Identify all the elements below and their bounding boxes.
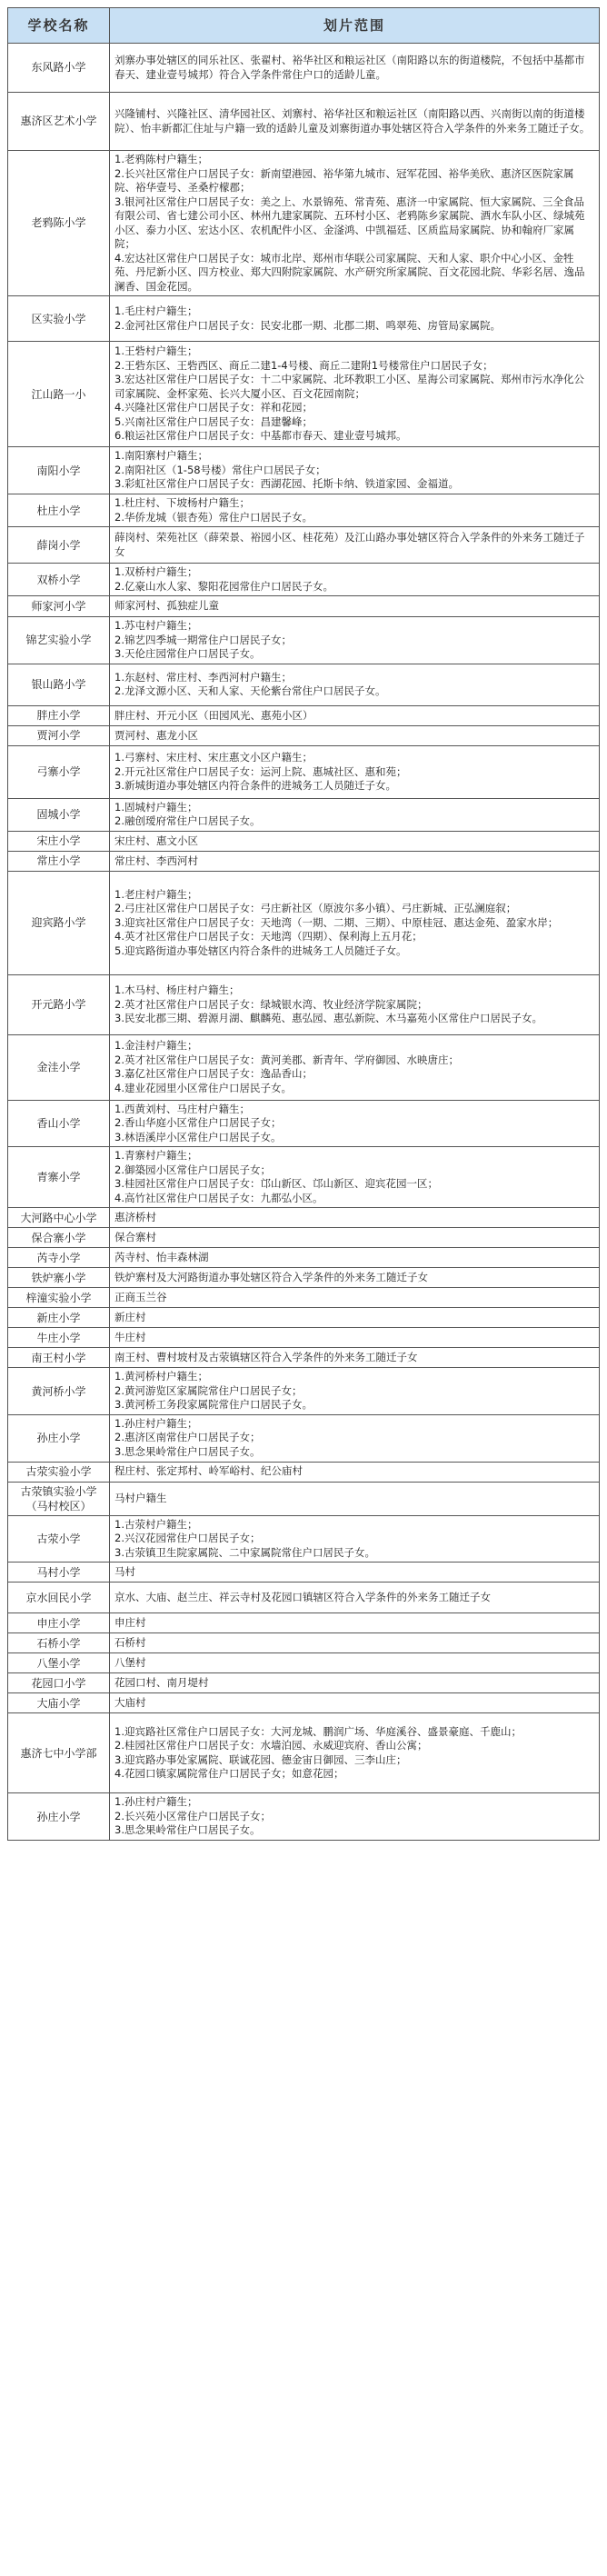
range-line: 4.英才社区常住户口居民子女：天地湾（四期）、保利海上五月花； [114, 930, 423, 944]
header-range: 划片范围 [110, 8, 600, 44]
range-line: 正商玉兰谷 [114, 1291, 167, 1304]
range-line: 程庄村、张定邦村、岭军峪村、纪公庙村 [114, 1464, 303, 1478]
range-line: 3.民安北郡三期、碧源月湖、麒麟苑、惠弘园、惠弘新院、木马嘉苑小区常住户口居民子女。 [114, 1012, 542, 1025]
range-line: 2.兴汉花园常住户口居民子女； [114, 1532, 261, 1545]
table-row [8, 1248, 600, 1268]
district-range-cell [110, 596, 600, 617]
range-line: 2.亿豪山水人家、黎阳花园常住户口居民子女。 [114, 579, 333, 593]
district-range-cell [110, 342, 600, 447]
range-line: 2.桂园社区常住户口居民子女：水墙泊园、永威迎宾府、香山公寓； [114, 1739, 428, 1752]
range-line: 花园口村、南月堤村 [114, 1676, 209, 1690]
range-line: 4.宏达社区常住户口居民子女：城市北岸、郑州市华联公司家属院、天和人家、职介中心小区、金牲苑、丹尼新小区、四方校业、郑大四附院家属院、水产研究所家属院、百文花园北院、华彩名居、逸品澜香、国金花园。 [114, 251, 585, 293]
district-range-cell [110, 798, 600, 831]
school-name-cell: 江山路一小 [8, 342, 110, 447]
range-line: 1.黄河桥村户籍生； [114, 1370, 208, 1383]
table-row [8, 564, 600, 596]
range-line: 常庄村、李西河村 [114, 854, 198, 867]
range-line: 3.彩虹社区常住户口居民子女：西湖花园、托斯卡纳、铁道家园、金福道。 [114, 477, 459, 491]
range-line: 2.惠济区南常住户口居民子女； [114, 1431, 261, 1444]
table-row [8, 1308, 600, 1328]
range-line: 马村户籍生 [114, 1491, 167, 1504]
range-line: 2.金河社区常住户口居民子女：民安北郡一期、北郡二期、鸣翠苑、房管局家属院。 [114, 318, 501, 332]
range-line: 1.西黄刘村、马庄村户籍生； [114, 1102, 250, 1115]
range-line: 1.金洼村户籍生； [114, 1039, 198, 1053]
district-range-cell [110, 1034, 600, 1100]
range-line: 京水、大庙、赵兰庄、祥云寺村及花园口镇辖区符合入学条件的外来务工随迁子女 [114, 1591, 491, 1604]
district-range-cell [110, 617, 600, 664]
table-row [8, 44, 600, 93]
district-range-cell [110, 1228, 600, 1248]
district-range-cell [110, 1793, 600, 1841]
school-name-cell: 青寨小学 [8, 1147, 110, 1208]
district-range-cell [110, 1653, 600, 1673]
school-name-cell: 惠济区艺术小学 [8, 93, 110, 151]
school-name-cell: 牛庄小学 [8, 1328, 110, 1348]
range-line: 2.华侨龙城（银杏苑）常住户口居民子女。 [114, 510, 313, 524]
school-name-cell: 迎宾路小学 [8, 871, 110, 974]
range-line: 3.思念果岭常住户口居民子女。 [114, 1823, 261, 1837]
table-row [8, 1368, 600, 1415]
table-row [8, 1462, 600, 1482]
table-row [8, 831, 600, 851]
district-range-cell [110, 1208, 600, 1228]
school-name-cell: 大河路中心小学 [8, 1208, 110, 1228]
school-name-cell: 银山路小学 [8, 664, 110, 705]
range-line: 1.杜庄村、下坡杨村户籍生； [114, 496, 250, 510]
district-range-cell [110, 1414, 600, 1462]
range-line: 2.王砦东区、王砦西区、商丘二建1-4号楼、商丘二建附1号楼常住户口居民子女； [114, 358, 493, 372]
range-line: 1.南阳寨村户籍生； [114, 449, 208, 463]
range-line: 1.东赵村、常庄村、李西河村户籍生； [114, 670, 292, 684]
table-row [8, 664, 600, 705]
school-name-cell: 大庙小学 [8, 1693, 110, 1713]
district-range-cell [110, 1328, 600, 1348]
range-line: 石桥村 [114, 1636, 146, 1650]
district-range-cell [110, 1147, 600, 1208]
district-range-cell [110, 1348, 600, 1368]
district-range-cell [110, 447, 600, 494]
range-line: 宋庄村、惠文小区 [114, 834, 198, 847]
range-line: 刘寨办事处辖区的同乐社区、张翟村、裕华社区和粮运社区（南阳路以东的街道楼院，不包括中基都市春天、建业壹号城邦）符合入学条件常住户口的适龄儿童。 [114, 53, 585, 81]
range-line: 保合寨村 [114, 1231, 156, 1244]
range-line: 1.老庄村户籍生； [114, 887, 198, 901]
table-row [8, 1348, 600, 1368]
school-name-cell: 贾河小学 [8, 725, 110, 745]
range-line: 师家河村、孤独症儿童 [114, 599, 219, 613]
table-row [8, 151, 600, 296]
range-line: 4.高竹社区常住户口居民子女：九都弘小区。 [114, 1191, 323, 1204]
range-line: 1.青寨村户籍生； [114, 1149, 198, 1163]
table-row [8, 851, 600, 871]
range-line: 1.孙庄村户籍生； [114, 1795, 198, 1809]
district-range-cell [110, 1100, 600, 1147]
school-name-cell: 古荥小学 [8, 1515, 110, 1563]
range-line: 1.双桥村户籍生； [114, 565, 198, 579]
school-name-cell: 锦艺实验小学 [8, 617, 110, 664]
district-range-cell [110, 1462, 600, 1482]
range-line: 2.开元社区常住户口居民子女：运河上院、惠城社区、惠和苑； [114, 764, 407, 778]
range-line: 4.花园口镇家属院常住户口居民子女；如意花园； [114, 1767, 344, 1781]
range-line: 惠济桥村 [114, 1211, 156, 1224]
range-line: 6.粮运社区常住户口居民子女：中基都市春天、建业壹号城邦。 [114, 429, 407, 443]
school-name-cell: 薛岗小学 [8, 527, 110, 564]
range-line: 胖庄村、开元小区（田园风光、惠苑小区） [114, 708, 313, 722]
district-range-cell [110, 705, 600, 725]
table-row [8, 447, 600, 494]
range-line: 八堡村 [114, 1656, 146, 1670]
school-name-cell: 芮寺小学 [8, 1248, 110, 1268]
district-range-cell [110, 494, 600, 527]
table-row [8, 1563, 600, 1583]
range-line: 薛岗村、荣苑社区（薛荣景、裕园小区、桂花苑）及江山路办事处辖区符合入学条件的外来务工随迁子女 [114, 531, 585, 558]
table-row [8, 1633, 600, 1653]
table-row [8, 494, 600, 527]
district-range-cell [110, 44, 600, 93]
range-line: 4.兴隆社区常住户口居民子女：祥和花园； [114, 401, 313, 414]
range-line: 新庄村 [114, 1311, 146, 1324]
table-row [8, 1583, 600, 1613]
school-name-cell: 东风路小学 [8, 44, 110, 93]
range-line: 3.天伦庄园常住户口居民子女。 [114, 647, 261, 661]
table-row [8, 705, 600, 725]
range-line: 1.迎宾路社区常住户口居民子女：大河龙城、鹏润广场、华庭溪谷、盛景豪庭、千鹿山； [114, 1724, 522, 1738]
range-line: 5.迎宾路街道办事处辖区内符合条件的进城务工人员随迁子女。 [114, 944, 407, 957]
table-row [8, 617, 600, 664]
table-body [8, 44, 600, 1841]
school-name-cell: 弓寨小学 [8, 745, 110, 798]
range-line: 1.王砦村户籍生； [114, 344, 198, 358]
range-line: 3.迎宾社区常住户口居民子女：天地湾（一期、二期、三期）、中原桂冠、惠达金苑、盈家水岸； [114, 915, 559, 929]
table-row [8, 296, 600, 342]
table-row [8, 527, 600, 564]
table-row [8, 1482, 600, 1515]
table-row [8, 1288, 600, 1308]
range-line: 芮寺村、怡丰森林湖 [114, 1251, 209, 1264]
school-name-cell: 孙庄小学 [8, 1793, 110, 1841]
table-row [8, 93, 600, 151]
range-line: 3.迎宾路办事处家属院、联诚花园、德金宙日御园、三李山庄； [114, 1752, 407, 1766]
district-range-cell [110, 1673, 600, 1693]
table-row [8, 1268, 600, 1288]
district-range-cell [110, 564, 600, 596]
school-name-cell: 铁炉寨小学 [8, 1268, 110, 1288]
range-line: 1.老鸦陈村户籍生； [114, 153, 208, 165]
table-row [8, 342, 600, 447]
range-line: 2.英才社区常住户口居民子女：绿城银水湾、牧业经济学院家属院； [114, 997, 428, 1011]
district-range-cell [110, 664, 600, 705]
range-line: 3.银河社区常住户口居民子女：美之上、水景锦苑、常青苑、惠济一中家属院、恒大家属院、三全食品有限公司、省七建公司小区、林州九建家属院、五环村小区、老鸦陈乡家属院、酒水车队小区、绿城苑小区、泰力小区、宏达小区、农机配件小区、金滏鸿、中凯福廷、区质监局家属院、协和翰府厂家属院； [114, 195, 585, 251]
range-line: 2.锦艺四季城一期常住户口居民子女； [114, 633, 292, 646]
district-range-cell [110, 1583, 600, 1613]
range-line: 申庄村 [114, 1616, 146, 1630]
district-range-cell [110, 1713, 600, 1793]
table-row [8, 1653, 600, 1673]
school-name-cell: 古荥镇实验小学（马村校区） [8, 1482, 110, 1515]
school-name-cell: 金洼小学 [8, 1034, 110, 1100]
district-range-cell [110, 831, 600, 851]
district-range-cell [110, 296, 600, 342]
range-line: 贾河村、惠龙小区 [114, 728, 198, 742]
table-row [8, 1034, 600, 1100]
table-row [8, 1100, 600, 1147]
table-row [8, 798, 600, 831]
school-name-cell: 梓潼实验小学 [8, 1288, 110, 1308]
school-name-cell: 宋庄小学 [8, 831, 110, 851]
school-name-cell: 古荥实验小学 [8, 1462, 110, 1482]
table-row [8, 1414, 600, 1462]
table-row [8, 1693, 600, 1713]
school-name-cell: 常庄小学 [8, 851, 110, 871]
school-name-cell: 黄河桥小学 [8, 1368, 110, 1415]
table-row [8, 1613, 600, 1633]
table-row [8, 1147, 600, 1208]
range-line: 3.林语溪岸小区常住户口居民子女。 [114, 1130, 282, 1143]
range-line: 3.思念果岭常住户口居民子女。 [114, 1444, 261, 1458]
district-range-cell [110, 974, 600, 1034]
district-range-cell [110, 851, 600, 871]
range-line: 2.融创瑷府常住户口居民子女。 [114, 814, 261, 828]
school-name-cell: 杜庄小学 [8, 494, 110, 527]
school-name-cell: 师家河小学 [8, 596, 110, 617]
range-line: 2.长兴社区常住户口居民子女：新南望港园、裕华第九城市、冠军花园、裕华美欣、惠济区医院家属院、裕华壹号、圣桑柠檬郡； [114, 166, 574, 195]
school-name-cell: 胖庄小学 [8, 705, 110, 725]
header-school-name: 学校名称 [8, 8, 110, 44]
range-line: 4.建业花园里小区常住户口居民子女。 [114, 1081, 292, 1094]
range-line: 1.古荥村户籍生； [114, 1517, 198, 1531]
range-line: 2.英才社区常住户口居民子女：黄河美郡、新青年、学府御园、水映唐庄； [114, 1053, 459, 1066]
school-name-cell: 申庄小学 [8, 1613, 110, 1633]
district-range-cell [110, 1693, 600, 1713]
district-range-cell [110, 1368, 600, 1415]
range-line: 1.木马村、杨庄村户籍生； [114, 983, 240, 997]
table-row [8, 596, 600, 617]
range-line: 3.黄河桥工务段家属院常住户口居民子女。 [114, 1398, 313, 1412]
district-range-cell [110, 1482, 600, 1515]
range-line: 2.南阳社区（1-58号楼）常住户口居民子女； [114, 463, 326, 476]
school-name-cell: 马村小学 [8, 1563, 110, 1583]
school-name-cell: 香山小学 [8, 1100, 110, 1147]
school-name-cell: 区实验小学 [8, 296, 110, 342]
range-line: 2.弓庄社区常住户口居民子女：弓庄新社区（原波尔多小镇）、弓庄新城、正弘澜庭叙； [114, 902, 517, 915]
table-row [8, 745, 600, 798]
range-line: 2.长兴苑小区常住户口居民子女； [114, 1809, 271, 1822]
district-range-cell [110, 1515, 600, 1563]
school-name-cell: 南阳小学 [8, 447, 110, 494]
district-range-cell [110, 1633, 600, 1653]
range-line: 牛庄村 [114, 1331, 146, 1344]
range-line: 3.宏达社区常住户口居民子女：十二中家属院、北环教职工小区、星海公司家属院、郑州市污水净化公司家属院、金杯家苑、长兴大厦小区、百文花园南院； [114, 373, 584, 400]
range-line: 南王村、曹村坡村及古荥镇辖区符合入学条件的外来务工随迁子女 [114, 1351, 418, 1364]
school-name-cell: 老鸦陈小学 [8, 151, 110, 296]
table-row [8, 1713, 600, 1793]
table-row [8, 1515, 600, 1563]
range-line: 3.新城街道办事处辖区内符合条件的进城务工人员随迁子女。 [114, 779, 396, 793]
range-line: 兴隆铺村、兴隆社区、清华园社区、刘寨村、裕华社区和粮运社区（南阳路以西、兴南街以南的街道楼院）、怡丰新都汇住址与户籍一致的适龄儿童及刘寨街道办事处辖区符合入学条件的外来务工随迁子女。 [114, 106, 591, 135]
school-name-cell: 孙庄小学 [8, 1414, 110, 1462]
table-row [8, 1208, 600, 1228]
school-name-cell: 八堡小学 [8, 1653, 110, 1673]
table-row [8, 725, 600, 745]
district-range-cell [110, 1308, 600, 1328]
range-line: 2.龙泽文源小区、天和人家、天伦紫台常住户口居民子女。 [114, 684, 386, 698]
table-row [8, 1793, 600, 1841]
range-line: 1.毛庄村户籍生； [114, 305, 198, 318]
district-range-cell [110, 1563, 600, 1583]
table-row [8, 1328, 600, 1348]
district-range-cell [110, 1613, 600, 1633]
range-line: 2.黄河游览区家属院常住户口居民子女； [114, 1383, 303, 1397]
district-range-cell [110, 151, 600, 296]
table-header-row [8, 8, 600, 44]
range-line: 5.兴南社区常住户口居民子女：昌建馨峰； [114, 414, 313, 428]
table-row [8, 974, 600, 1034]
range-line: 1.孙庄村户籍生； [114, 1416, 198, 1430]
district-range-cell [110, 93, 600, 151]
table-row [8, 1228, 600, 1248]
district-range-cell [110, 725, 600, 745]
school-name-cell: 南王村小学 [8, 1348, 110, 1368]
school-name-cell: 固城小学 [8, 798, 110, 831]
school-name-cell: 双桥小学 [8, 564, 110, 596]
range-line: 3.桂园社区常住户口居民子女：邙山新区、邙山新区、迎宾花园一区； [114, 1177, 438, 1191]
range-line: 2.香山华庭小区常住户口居民子女； [114, 1116, 282, 1130]
district-range-cell [110, 1288, 600, 1308]
school-name-cell: 京水回民小学 [8, 1583, 110, 1613]
school-name-cell: 石桥小学 [8, 1633, 110, 1653]
school-name-cell: 花园口小学 [8, 1673, 110, 1693]
range-line: 3.嘉亿社区常住户口居民子女：逸品香山； [114, 1067, 313, 1081]
range-line: 大庙村 [114, 1696, 146, 1710]
range-line: 铁炉寨村及大河路街道办事处辖区符合入学条件的外来务工随迁子女 [114, 1271, 428, 1284]
range-line: 1.苏屯村户籍生； [114, 619, 198, 633]
table-row [8, 1673, 600, 1693]
district-range-cell [110, 527, 600, 564]
range-line: 3.古荥镇卫生院家属院、二中家属院常住户口居民子女。 [114, 1545, 375, 1559]
district-range-cell [110, 871, 600, 974]
school-name-cell: 新庄小学 [8, 1308, 110, 1328]
district-range-cell [110, 745, 600, 798]
district-range-cell [110, 1248, 600, 1268]
school-name-cell: 开元路小学 [8, 974, 110, 1034]
range-line: 马村 [114, 1565, 135, 1579]
school-name-cell: 保合寨小学 [8, 1228, 110, 1248]
district-range-cell [110, 1268, 600, 1288]
table-row [8, 871, 600, 974]
range-line: 1.固城村户籍生； [114, 800, 198, 814]
range-line: 2.御築园小区常住户口居民子女； [114, 1163, 271, 1176]
school-district-table [7, 7, 600, 1841]
school-name-cell: 惠济七中小学部 [8, 1713, 110, 1793]
range-line: 1.弓寨村、宋庄村、宋庄惠文小区户籍生； [114, 750, 313, 764]
